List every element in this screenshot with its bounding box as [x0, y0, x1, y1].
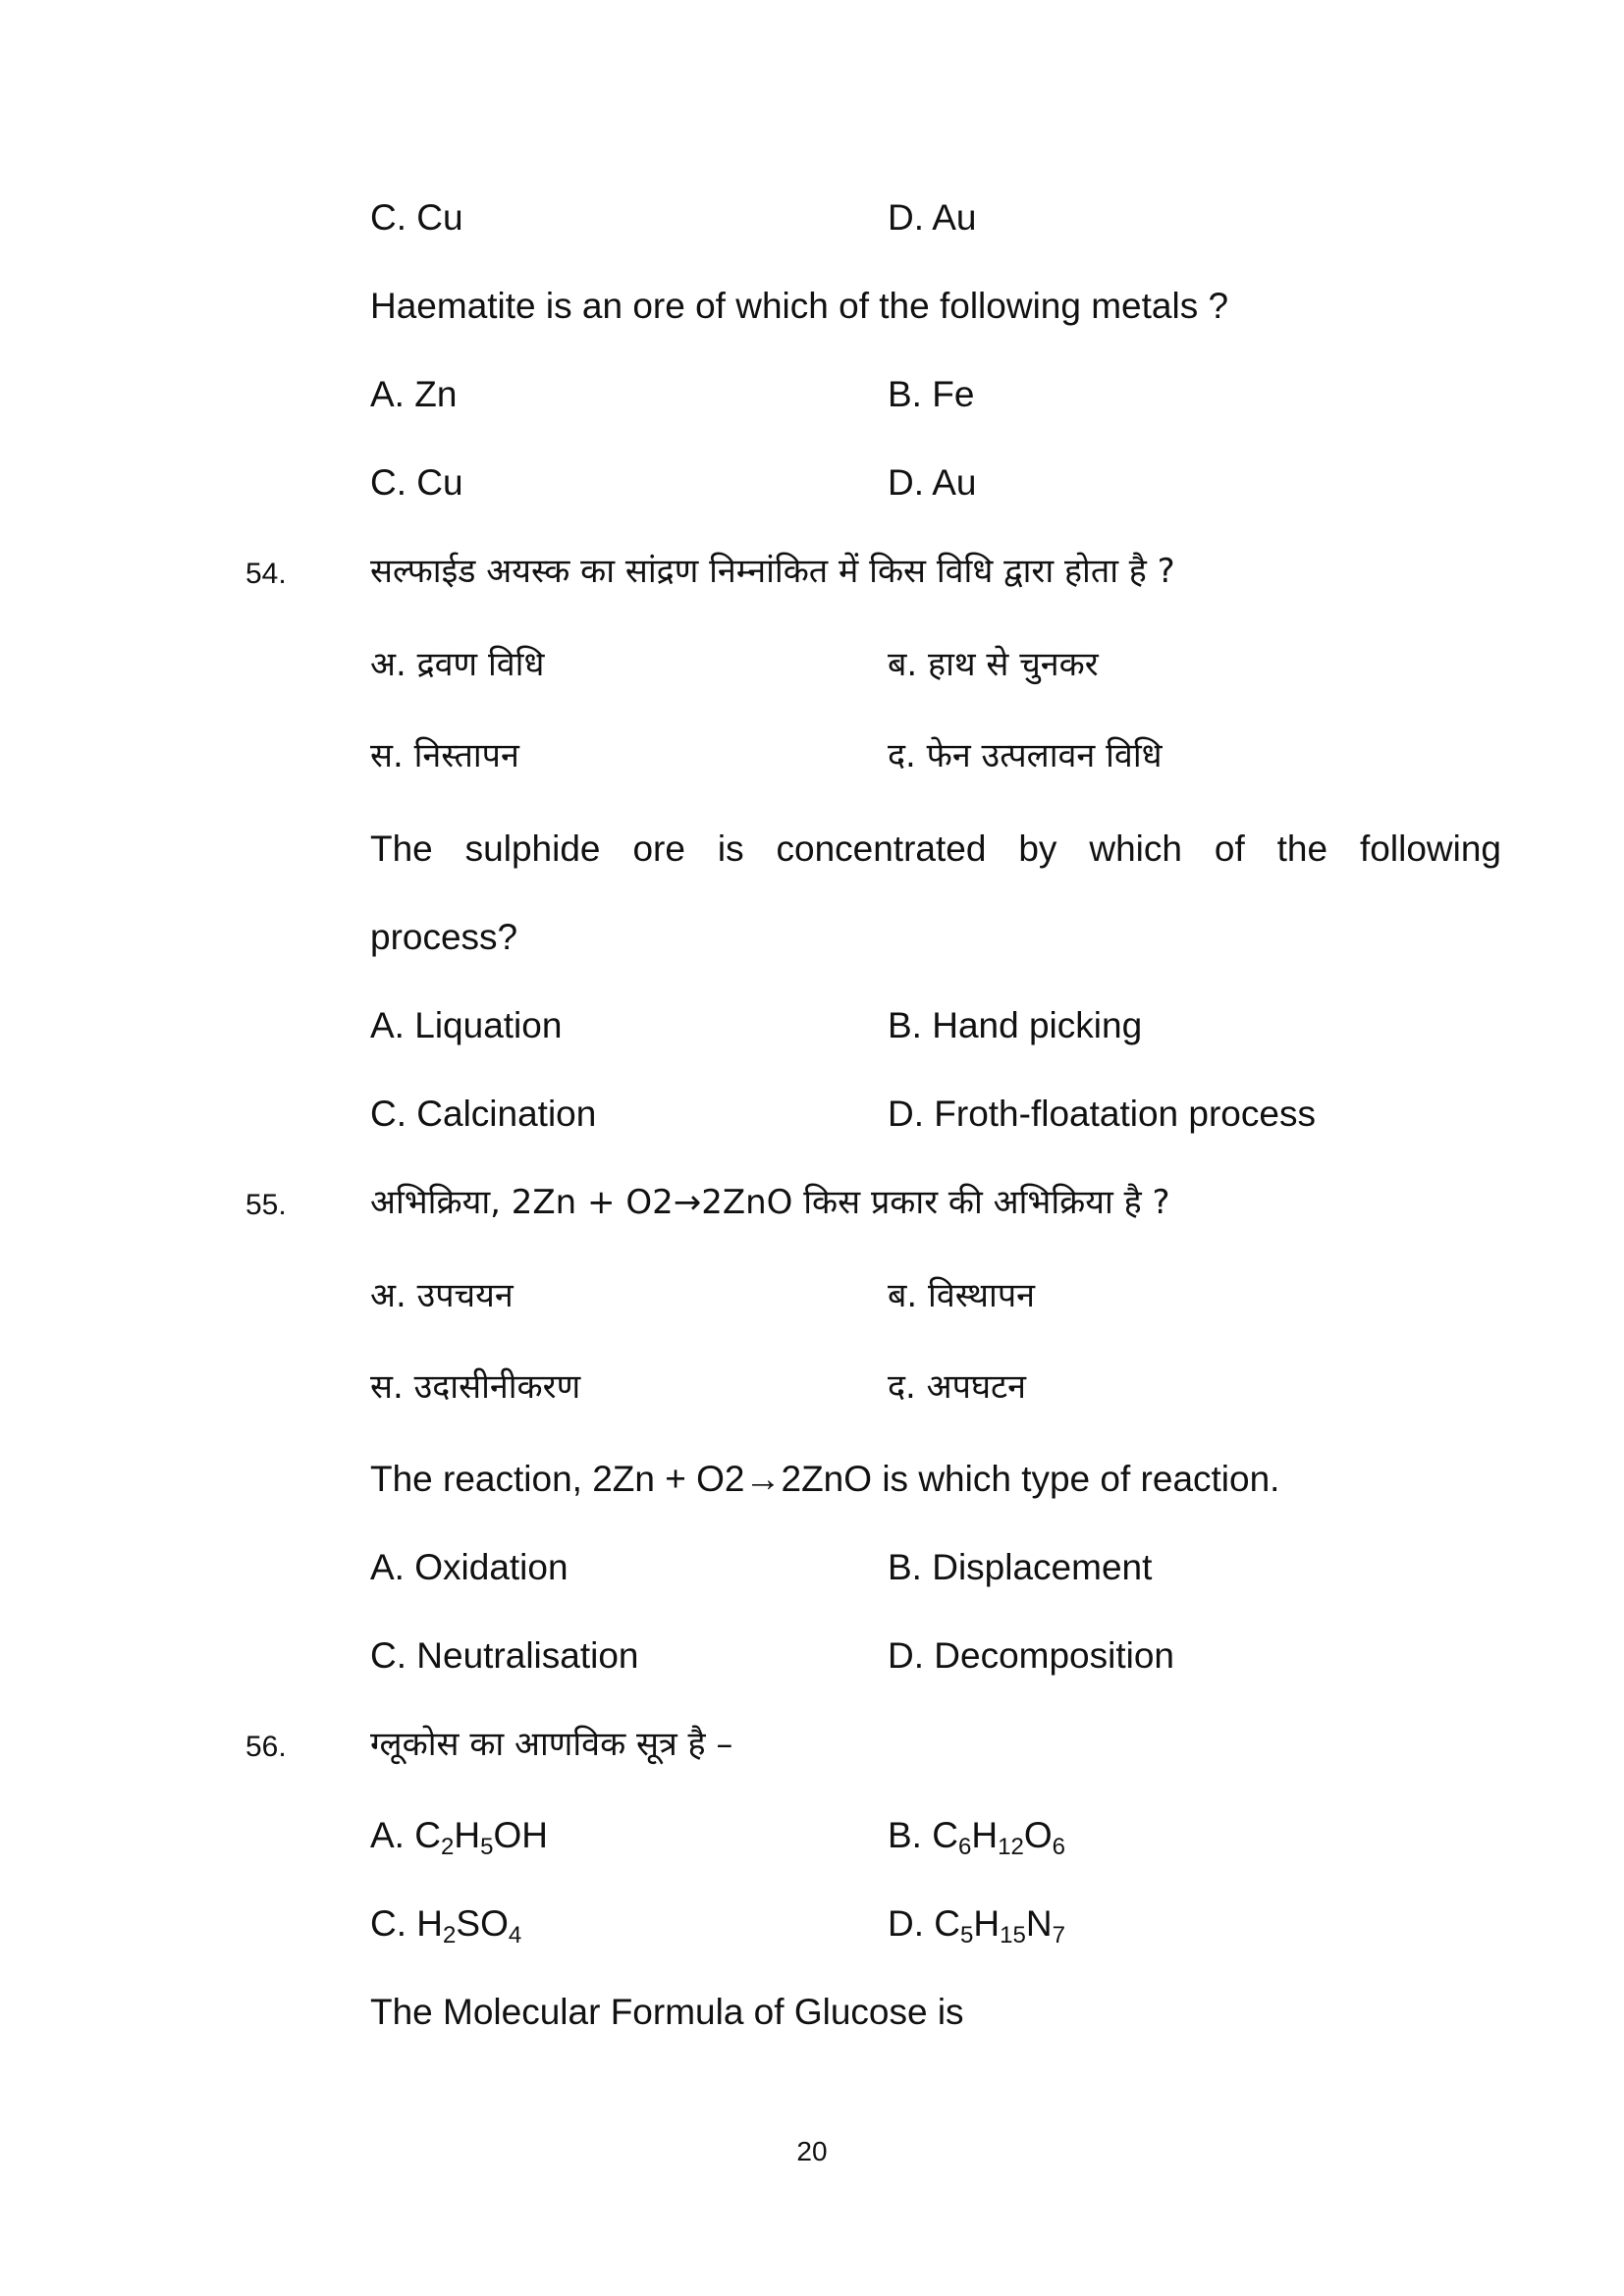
question-number: 56. — [245, 1731, 287, 1763]
question-text: The Molecular Formula of Glucose is — [370, 1992, 964, 2032]
option-label: C. — [370, 1903, 417, 1944]
option-a: A. Liquation — [370, 1005, 563, 1045]
option-d — [888, 1902, 1065, 1949]
question-text-hindi: अभिक्रिया, 2Zn + O2→2ZnO किस प्रकार की अभिक्रिया है ? — [370, 1183, 1170, 1222]
option-d: D. Decomposition — [888, 1635, 1175, 1676]
option-c: C. Cu — [370, 462, 463, 503]
element-symbol: H — [454, 1815, 481, 1855]
option-label: D. — [888, 1903, 935, 1944]
element-symbol: SO — [456, 1903, 509, 1944]
option-b-hindi: ब. हाथ से चुनकर — [888, 645, 1099, 684]
page-number: 20 — [796, 2136, 828, 2166]
option-c — [370, 1902, 522, 1949]
subscript: 5 — [960, 1922, 974, 1949]
option-b: B. Displacement — [888, 1547, 1153, 1587]
question-text-continued: process? — [370, 917, 518, 957]
option-d: D. Au — [888, 197, 977, 238]
question-number: 55. — [245, 1189, 287, 1221]
option-c: C. Cu — [370, 197, 463, 238]
subscript: 7 — [1052, 1922, 1065, 1949]
option-label: A. — [370, 1815, 415, 1855]
option-b-hindi: ब. विस्थापन — [888, 1276, 1035, 1315]
option-c-hindi: स. निस्तापन — [370, 736, 519, 775]
question-text: The sulphide ore is concentrated by which of the following — [370, 828, 1501, 869]
subscript: 2 — [443, 1922, 457, 1949]
option-b — [888, 1814, 1065, 1861]
option-d-hindi: द. फेन उत्पलावन विधि — [888, 736, 1163, 775]
element-symbol: OH — [493, 1815, 548, 1855]
subscript: 2 — [440, 1834, 455, 1861]
option-a-hindi: अ. द्रवण विधि — [370, 645, 545, 684]
element-symbol: C — [932, 1815, 958, 1855]
option-a: A. Zn — [370, 374, 458, 414]
question-text-hindi: सल्फाईड अयस्क का सांद्रण निम्नांकित में किस विधि द्वारा होता है ? — [370, 552, 1175, 591]
question-text: The reaction, 2Zn + O2→2ZnO is which type of reaction. — [370, 1459, 1280, 1499]
subscript: 4 — [508, 1922, 522, 1949]
option-b: B. Fe — [888, 374, 975, 414]
subscript: 12 — [998, 1834, 1024, 1861]
option-c: C. Calcination — [370, 1094, 597, 1134]
option-d-hindi: द. अपघटन — [888, 1367, 1027, 1407]
option-a-hindi: अ. उपचयन — [370, 1276, 514, 1315]
option-b: B. Hand picking — [888, 1005, 1143, 1045]
option-a — [370, 1814, 548, 1861]
option-d: D. Au — [888, 462, 977, 503]
question-text: Haematite is an ore of which of the following metals ? — [370, 286, 1229, 326]
element-symbol: N — [1025, 1903, 1053, 1944]
element-symbol: H — [971, 1815, 999, 1855]
element-symbol: H — [973, 1903, 1001, 1944]
subscript: 15 — [1000, 1922, 1026, 1949]
option-c-hindi: स. उदासीनीकरण — [370, 1367, 581, 1407]
option-label: B. — [888, 1815, 933, 1855]
subscript: 6 — [1052, 1834, 1065, 1861]
option-c: C. Neutralisation — [370, 1635, 639, 1676]
option-d: D. Froth-floatation process — [888, 1094, 1316, 1134]
option-a: A. Oxidation — [370, 1547, 568, 1587]
question-text-hindi: ग्लूकोस का आणविक सूत्र है – — [370, 1725, 733, 1764]
element-symbol: H — [416, 1903, 444, 1944]
subscript: 5 — [480, 1834, 494, 1861]
element-symbol: C — [414, 1815, 441, 1855]
question-number: 54. — [245, 558, 287, 590]
element-symbol: C — [934, 1903, 961, 1944]
subscript: 6 — [957, 1834, 972, 1861]
element-symbol: O — [1023, 1815, 1053, 1855]
